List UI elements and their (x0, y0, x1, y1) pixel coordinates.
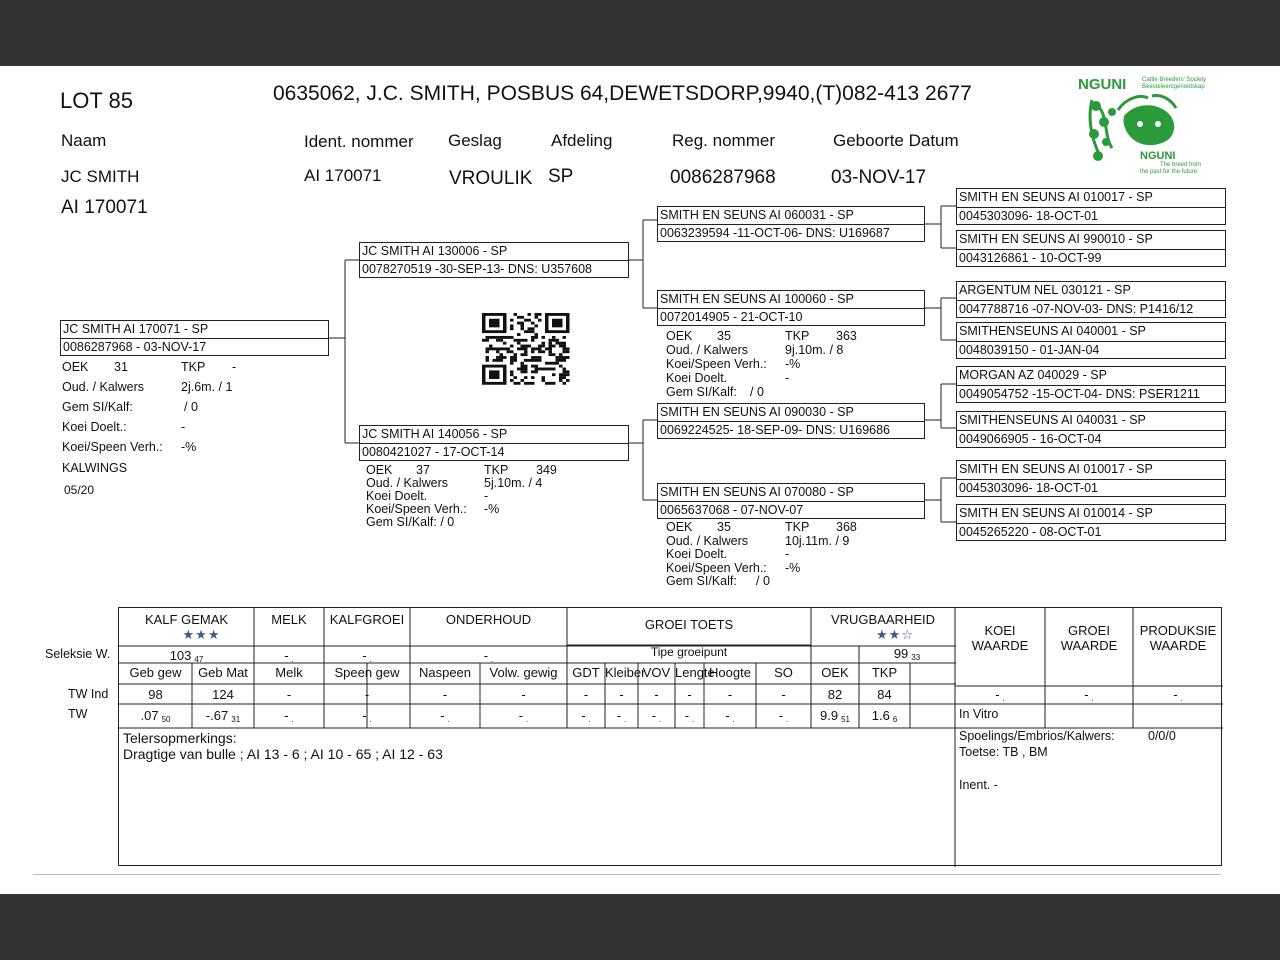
gd2-gem: / 0 (756, 574, 770, 588)
produksie-waarde-line2: WAARDE (1149, 638, 1207, 653)
column-header (756, 665, 811, 680)
column-header-value: Volw. gewig (489, 665, 558, 680)
column-header (704, 665, 756, 680)
subject-tkp: - (232, 360, 237, 374)
tw-ind-cell (410, 687, 480, 702)
sire-title: JC SMITH AI 130006 - SP (362, 244, 508, 258)
tw-cell (859, 708, 910, 724)
gd1-koei-label: Koei Doelt. (666, 371, 728, 385)
tw-cell-value: .07 (140, 708, 159, 723)
owner-line: 0635062, J.C. SMITH, POSBUS 64,DEWETSDORP,9940,(T)082-413 2677 (273, 82, 972, 105)
ggp-card-3[interactable] (956, 281, 1226, 318)
paternal-granddam-card[interactable] (657, 290, 925, 326)
column-header-value: TKP (871, 665, 898, 680)
column-header-value: VOV (642, 665, 671, 680)
value-geboorte: 03-NOV-17 (831, 167, 927, 188)
paternal-grandsire-title: SMITH EN SEUNS AI 060031 - SP (660, 208, 854, 222)
dam-stats (366, 464, 626, 529)
tw-cell-sub: . (447, 715, 450, 724)
header-kalf-gemak: KALF GEMAK (144, 612, 229, 627)
ggp-card-7[interactable] (956, 460, 1226, 497)
tw-ind-cell (675, 687, 704, 702)
label-geslag: Geslag (448, 131, 502, 150)
column-header (675, 665, 715, 680)
gd2-oud: 10j.11m. / 9 (785, 533, 850, 548)
tw-cell (811, 708, 859, 724)
tw-cell (119, 708, 192, 724)
ggp-title: SMITH EN SEUNS AI 010017 - SP (959, 462, 1153, 476)
subject-card[interactable] (60, 320, 329, 356)
tw-cell (675, 708, 704, 724)
ggp-title: SMITH EN SEUNS AI 990010 - SP (959, 232, 1153, 246)
subject-stats (62, 361, 342, 504)
subject-tkp-label: TKP (181, 360, 206, 374)
gd2-koei: - (785, 547, 790, 561)
subject-oek-label: OEK (62, 360, 89, 374)
tw-cell-sub: 50 (161, 715, 171, 724)
dam-tkp: 349 (536, 463, 557, 477)
ggp-card-5[interactable] (956, 366, 1226, 403)
tw-cell-sub: . (588, 715, 591, 724)
tw-ind-cell (605, 687, 638, 702)
tw-cell-value: -.67 (205, 708, 229, 723)
tw-cell (192, 708, 254, 724)
twind-koei-waarde (955, 687, 1045, 703)
tw-cell-sub: 6 (892, 715, 898, 724)
gd2-tkp-label: TKP (785, 520, 810, 534)
sel-vrug-value: 99 (893, 646, 909, 661)
ggp-card-6[interactable] (956, 411, 1226, 448)
sel-kalf-value: 103 (169, 648, 192, 663)
remarks-label: Telersopmerkings: (123, 730, 237, 746)
paternal-grandsire-card[interactable] (657, 206, 925, 242)
column-header-value: Hoogte (709, 665, 751, 680)
tw-cell-sub: . (692, 715, 695, 724)
tw-cell (605, 708, 638, 724)
gd2-gem-label: Gem SI/Kalf: (666, 574, 737, 588)
label-ident: Ident. nommer (304, 132, 414, 151)
column-header (859, 665, 910, 680)
tw-ind-cell-value: 98 (148, 687, 163, 702)
sel-onderhoud-sub: . (491, 655, 494, 664)
dam-speen: -% (484, 502, 500, 516)
sel-kalfgroei-value: - (362, 648, 367, 663)
tw-ind-cell (567, 687, 605, 702)
qr-code-icon[interactable] (482, 313, 570, 385)
logo-tagline-1: The breed from (1160, 162, 1202, 168)
tw-ind-cell (756, 687, 811, 702)
subject-koei: - (181, 420, 186, 434)
paternal-granddam-reg: 0072014905 - 21-OCT-10 (660, 310, 803, 324)
maternal-grandsire-title: SMITH EN SEUNS AI 090030 - SP (660, 405, 854, 419)
column-header (192, 665, 254, 680)
tw-ind-cell-value: - (364, 687, 370, 702)
sel-melk-sub: . (291, 655, 294, 664)
label-reg: Reg. nommer (672, 131, 775, 150)
tw-cell-value: - (518, 708, 524, 723)
in-vitro-label: In Vitro (959, 707, 999, 721)
value-ident: AI 170071 (304, 166, 382, 185)
tw-ind-cell (480, 687, 567, 702)
row-label-tw: TW (68, 707, 88, 721)
maternal-grandsire-reg: 0069224525- 18-SEP-09- DNS: U169686 (660, 423, 891, 437)
sel-onderhoud-value: - (483, 648, 489, 663)
tw-ind-cell (704, 687, 756, 702)
label-geboorte: Geboorte Datum (833, 131, 959, 150)
subject-gem-label: Gem SI/Kalf: (62, 400, 133, 414)
tw-ind-cell-value: - (781, 687, 786, 702)
gd2-oek-label: OEK (666, 520, 693, 534)
page-divider (33, 874, 1221, 875)
subject-speen-label: Koei/Speen Verh.: (62, 440, 163, 454)
dam-card[interactable] (359, 425, 629, 461)
gd1-speen-label: Koei/Speen Verh.: (666, 357, 767, 371)
gd2-tkp: 368 (836, 520, 857, 534)
gd1-oek-label: OEK (666, 329, 693, 343)
tw-cell-value: - (651, 708, 657, 723)
column-header (638, 665, 675, 680)
groei-waarde-line1: GROEI (1068, 623, 1110, 638)
dam-gem: Gem SI/Kalf: / 0 (366, 515, 455, 529)
ggp-title: SMITH EN SEUNS AI 010014 - SP (959, 506, 1153, 520)
ggp-title: SMITH EN SEUNS AI 010017 - SP (959, 190, 1153, 204)
column-header (480, 665, 567, 680)
gd1-oud-label: Oud. / Kalwers (666, 343, 748, 357)
subject-title: JC SMITH AI 170071 - SP (63, 322, 209, 336)
value-afdeling: SP (548, 166, 574, 187)
header-koei-waarde (955, 623, 1045, 653)
logo-brand: NGUNI (1078, 76, 1127, 93)
paternal-granddam-title: SMITH EN SEUNS AI 100060 - SP (660, 292, 854, 306)
column-header-value: Lengte (675, 665, 715, 680)
sel-kalf-sub: 47 (194, 655, 204, 664)
column-header (254, 665, 324, 680)
subject-kalwings: 05/20 (64, 483, 95, 497)
ggp-title: SMITHENSEUNS AI 040001 - SP (959, 324, 1146, 338)
tw-cell (480, 708, 567, 724)
subject-speen: -% (181, 440, 197, 454)
label-afdeling: Afdeling (551, 131, 613, 150)
sel-melk (254, 648, 324, 664)
ggp-reg: 0049054752 -15-OCT-04- DNS: PSER1211 (959, 387, 1200, 401)
tw-cell-value: - (581, 708, 586, 723)
subject-reg: 0086287968 - 03-NOV-17 (63, 340, 207, 354)
twind-produksie-value: - (1173, 687, 1178, 702)
sel-melk-value: - (284, 648, 289, 663)
column-header (567, 665, 605, 680)
tw-ind-cell (119, 687, 192, 702)
dam-tkp-label: TKP (484, 463, 509, 477)
ggp-title: MORGAN AZ 040029 - SP (959, 368, 1107, 382)
ggp-title: ARGENTUM NEL 030121 - SP (959, 283, 1131, 297)
column-header-value: SO (774, 665, 793, 680)
maternal-granddam-card[interactable] (657, 483, 925, 519)
ggp-reg: 0048039150 - 01-JAN-04 (959, 343, 1100, 357)
dam-reg: 0080421027 - 17-OCT-14 (362, 445, 505, 459)
paternal-granddam-stats (666, 330, 926, 400)
twind-koei-sub: . (1002, 694, 1005, 703)
dam-oek: 37 (416, 463, 430, 477)
ggp-reg: 0049066905 - 16-OCT-04 (959, 432, 1102, 446)
toetse-text: Toetse: TB , BM (959, 745, 1048, 759)
tw-ind-cell (324, 687, 410, 702)
subject-koei-label: Koei Doelt.: (62, 420, 127, 434)
tw-cell-sub: . (369, 715, 372, 724)
tw-ind-cell (859, 687, 910, 702)
column-header (605, 665, 646, 680)
header-produksie-waarde (1133, 623, 1223, 653)
tw-cell-sub: . (291, 715, 294, 724)
tw-ind-cell-value: - (687, 687, 692, 702)
tw-cell-sub: . (786, 715, 789, 724)
subject-kalwings-label: KALWINGS (62, 461, 128, 475)
breeding-values-table (118, 607, 1222, 866)
logo-tagline-2: the past for the future (1140, 169, 1198, 175)
dam-oud: 5j.10m. / 4 (484, 476, 543, 490)
ggp-card-4[interactable] (956, 322, 1226, 359)
ggp-reg: 0045303096- 18-OCT-01 (959, 481, 1098, 495)
gd1-oek: 35 (717, 329, 731, 343)
ggp-card-2[interactable] (956, 230, 1226, 267)
subject-oud-label: Oud. / Kalwers (62, 380, 144, 394)
column-header-value: Naspeen (418, 665, 472, 680)
logo-society-2: Beesteleersgenootskap (1142, 84, 1205, 90)
gd2-koei-label: Koei Doelt. (666, 547, 728, 561)
column-header-value: Kleiber (605, 665, 646, 680)
dam-speen-label: Koei/Speen Verh.: (366, 502, 467, 516)
header-groei-waarde (1045, 623, 1133, 653)
twind-groei-value: - (1084, 687, 1089, 702)
column-header (119, 665, 192, 680)
ggp-reg: 0043126861 - 10-OCT-99 (959, 251, 1102, 265)
column-header (410, 665, 480, 680)
header-vrugbaarheid: VRUGBAARHEID (830, 612, 936, 627)
gd1-speen: -% (785, 357, 801, 371)
tw-ind-cell-value: 84 (877, 687, 892, 702)
subject-gem: / 0 (184, 400, 198, 414)
tw-cell-value: - (284, 708, 289, 723)
column-header (324, 665, 410, 680)
tw-ind-cell (254, 687, 324, 702)
maternal-granddam-reg: 0065637068 - 07-NOV-07 (660, 503, 804, 517)
sire-reg: 0078270519 -30-SEP-13- DNS: U357608 (362, 262, 593, 276)
tw-ind-cell-value: - (727, 687, 733, 702)
dam-oud-label: Oud. / Kalwers (366, 476, 448, 490)
gd2-oek: 35 (717, 520, 731, 534)
tw-cell-sub: 51 (841, 715, 850, 724)
sel-kalf (119, 648, 254, 664)
groei-waarde-line2: WAARDE (1060, 638, 1118, 653)
tw-ind-cell (192, 687, 254, 702)
header-kalfgroei: KALFGROEI (329, 612, 405, 627)
ggp-card-1[interactable] (956, 188, 1226, 225)
sel-kalfgroei (324, 648, 410, 664)
maternal-granddam-stats (666, 521, 926, 589)
tw-cell-value: - (362, 708, 367, 723)
paternal-grandsire-reg: 0063239594 -11-OCT-06- DNS: U169687 (660, 226, 890, 240)
gd2-oud-label: Oud. / Kalwers (666, 533, 748, 548)
tw-cell-sub: . (732, 715, 735, 724)
column-header-value: OEK (821, 665, 849, 680)
column-header-value: GDT (572, 665, 600, 680)
maternal-granddam-title: SMITH EN SEUNS AI 070080 - SP (660, 485, 854, 499)
lot-number: LOT 85 (60, 88, 133, 113)
column-header-value: Geb gew (129, 665, 182, 680)
ggp-card-8[interactable] (956, 504, 1226, 541)
dam-title: JC SMITH AI 140056 - SP (362, 427, 508, 441)
ggp-reg: 0047788716 -07-NOV-03- DNS: P1416/12 (959, 302, 1194, 316)
gd1-tkp: 363 (836, 329, 857, 343)
sel-vrug-sub: 33 (911, 653, 921, 662)
tw-ind-cell-value: 82 (827, 687, 843, 702)
dam-koei: - (484, 489, 489, 503)
value-naam: JC SMITH (61, 167, 140, 186)
tw-ind-cell-value: - (583, 687, 589, 702)
label-naam: Naam (61, 131, 107, 150)
value-geslag: VROULIK (449, 168, 533, 189)
row-label-seleksie: Seleksie W. (45, 647, 111, 661)
tw-cell-value: 9.9 (820, 708, 839, 723)
gd1-gem-label: Gem SI/Kalf: (666, 385, 737, 399)
big-ident: AI 170071 (61, 197, 148, 218)
tw-cell-sub: 31 (231, 715, 241, 724)
gd1-oud: 9j.10m. / 8 (785, 343, 844, 357)
tw-cell (254, 708, 324, 724)
row-label-twind: TW Ind (68, 687, 109, 701)
tw-ind-cell (638, 687, 675, 702)
value-reg: 0086287968 (670, 167, 776, 188)
column-header-value: Melk (275, 665, 303, 680)
dam-koei-label: Koei Doelt. (366, 489, 428, 503)
gd2-speen-label: Koei/Speen Verh.: (666, 560, 767, 575)
spoelings-value: 0/0/0 (1148, 729, 1176, 743)
ggp-reg: 0045265220 - 08-OCT-01 (959, 525, 1102, 539)
header-onderhoud: ONDERHOUD (445, 612, 532, 627)
tw-cell (756, 708, 811, 724)
tw-cell (324, 708, 410, 724)
header-melk: MELK (271, 612, 307, 627)
gd1-gem: / 0 (750, 385, 764, 399)
produksie-waarde-line1: PRODUKSIE (1139, 623, 1217, 638)
remarks-text: Dragtige van bulle ; AI 13 - 6 ; AI 10 - 65 ; AI 12 - 63 (123, 746, 443, 762)
spoelings-label: Spoelings/Embrios/Kalwers: (959, 729, 1115, 743)
tw-cell (567, 708, 605, 724)
gd1-koei: - (785, 371, 790, 385)
twind-koei-value: - (995, 687, 1000, 702)
ggp-title: SMITHENSEUNS AI 040031 - SP (959, 413, 1146, 427)
subject-oud: 2j.6m. / 1 (181, 380, 233, 394)
ggp-reg: 0045303096- 18-OCT-01 (959, 209, 1098, 223)
tw-cell-value: 1.6 (871, 708, 890, 723)
tw-cell-sub: . (526, 715, 529, 724)
tw-cell (704, 708, 756, 724)
logo-society-1: Cattle Breeders' Society (1142, 77, 1207, 83)
vrug-stars-icon: ★★☆ (876, 627, 914, 642)
column-header-value: Speen gew (334, 665, 400, 680)
header-groei-toets: GROEI TOETS (644, 617, 734, 632)
logo-brand-small: NGUNI (1140, 150, 1176, 162)
column-header-value: Geb Mat (198, 665, 248, 680)
tw-ind-cell-value: - (286, 687, 292, 702)
dam-oek-label: OEK (366, 463, 393, 477)
koei-waarde-line2: WAARDE (971, 638, 1029, 653)
kalf-stars-icon: ★★★ (182, 627, 221, 642)
koei-waarde-line1: KOEI (984, 623, 1016, 638)
column-header (811, 665, 859, 680)
subject-oek: 31 (114, 360, 128, 374)
sel-onderhoud (410, 648, 567, 664)
tw-ind-cell (811, 687, 859, 702)
gd2-speen: -% (785, 560, 801, 575)
tw-cell (638, 708, 675, 724)
inent-text: Inent. - (959, 778, 998, 792)
maternal-grandsire-card[interactable] (657, 403, 925, 439)
header-tipe-groeipunt: Tipe groeipunt (650, 645, 728, 659)
tw-cell-value: - (440, 708, 445, 723)
sel-vrug (859, 646, 955, 662)
twind-produksie-sub: . (1180, 694, 1183, 703)
tw-cell-value: - (616, 708, 622, 723)
tw-cell-value: - (778, 708, 784, 723)
sel-kalfgroei-sub: . (369, 655, 372, 664)
tw-cell (410, 708, 480, 724)
twind-produksie-waarde (1133, 687, 1223, 703)
tw-cell-value: - (725, 708, 730, 723)
tw-ind-cell-value: 124 (212, 687, 234, 702)
tw-ind-cell-value: - (442, 687, 448, 702)
tw-ind-cell-value: - (619, 687, 624, 702)
tw-cell-sub: . (659, 715, 662, 724)
tw-ind-cell-value: - (521, 687, 526, 702)
twind-groei-waarde (1045, 687, 1133, 703)
sire-card[interactable] (359, 242, 629, 278)
gd1-tkp-label: TKP (785, 329, 810, 343)
tw-ind-cell-value: - (654, 687, 659, 702)
tw-cell-value: - (684, 708, 690, 723)
bottom-band (0, 894, 1280, 960)
tw-cell-sub: . (624, 715, 627, 724)
twind-groei-sub: . (1091, 694, 1094, 703)
